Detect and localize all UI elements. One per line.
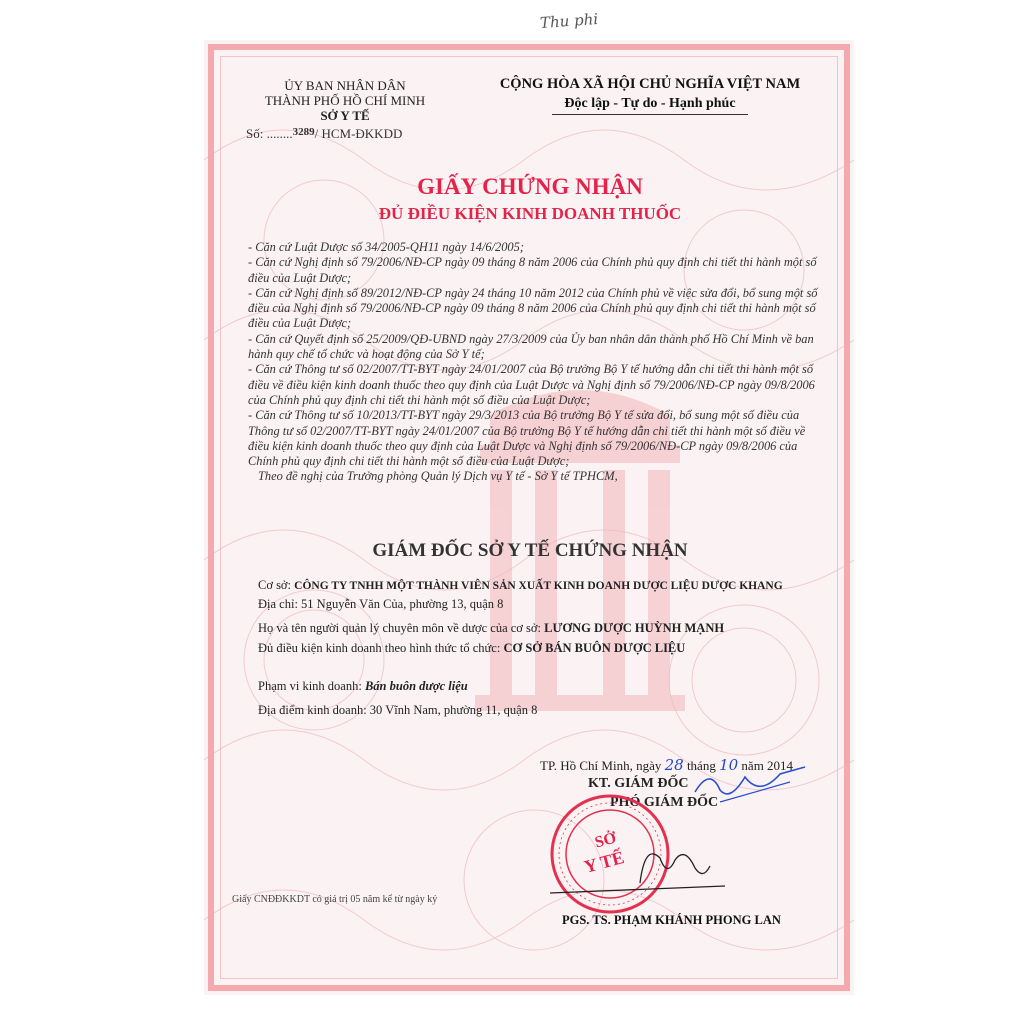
facility-label: Cơ sở: xyxy=(258,578,295,592)
issuing-authority xyxy=(245,78,445,123)
country-name: CỘNG HÒA XÃ HỘI CHỦ NGHĨA VIỆT NAM xyxy=(499,76,801,92)
signer-role-2: PHÓ GIÁM ĐỐC xyxy=(610,795,719,810)
business-form-value: CƠ SỞ BÁN BUÔN DƯỢC LIỆU xyxy=(503,641,686,655)
signature-drawing xyxy=(545,838,735,898)
business-location-label: Địa điểm kinh doanh: xyxy=(258,703,370,717)
authority-line-2: THÀNH PHỐ HỒ CHÍ MINH xyxy=(264,93,426,108)
legal-basis-item: Theo đề nghị của Trưởng phòng Quản lý Dịch vụ Y tế - Sở Y tế TPHCM, xyxy=(258,469,618,484)
certificate-subtitle: ĐỦ ĐIỀU KIỆN KINH DOANH THUỐC xyxy=(378,204,682,223)
issue-month: 10 xyxy=(719,756,739,774)
document-number-value: 3289 xyxy=(292,126,315,138)
business-form-row xyxy=(258,641,685,656)
legal-basis-item: - Căn cứ Nghị định số 89/2012/NĐ-CP ngày 24 tháng 10 năm 2012 của Chính phủ về việc sửa đổi, bổ sung một số điều của Nghị định số 79/2006/NĐ-CP ngày 09 tháng 8 năm 2006 của Chính phủ quy định chi tiết thi hành một số điều của Luật Dược; xyxy=(248,285,818,331)
facility-name: CÔNG TY TNHH MỘT THÀNH VIÊN SẢN XUẤT KINH DOANH DƯỢC LIỆU DƯỢC KHANG xyxy=(294,580,783,592)
business-location-row xyxy=(258,703,537,718)
document-number-prefix: Số: ........ xyxy=(246,126,293,141)
legal-basis-item: - Căn cứ Thông tư số 02/2007/TT-BYT ngày 24/01/2007 của Bộ trưởng Bộ Y tế hướng dẫn chi tiết thi hành một số điều về điều kiện kinh doanh thuốc theo quy định của Luật Dược và Nghị định số 79/2006/NĐ-CP ngày 09/8/2006 của Chính phủ quy định chi tiết thi hành một số điều của Luật Dược; xyxy=(248,362,815,407)
business-scope-label: Phạm vi kinh doanh: xyxy=(258,679,365,693)
business-scope-row xyxy=(258,679,468,694)
certificate-title: GIẤY CHỨNG NHẬN xyxy=(417,174,643,199)
manager-name: LƯƠNG DƯỢC HUỲNH MẠNH xyxy=(544,621,725,635)
legal-basis-item: - Căn cứ Nghị định số 79/2006/NĐ-CP ngày 09 tháng 8 năm 2006 của Chính phủ quy định chi tiết thi hành một số điều của Luật Dược; xyxy=(248,255,817,285)
certification-heading: GIÁM ĐỐC SỞ Y TẾ CHỨNG NHẬN xyxy=(372,540,688,561)
document-number xyxy=(246,126,402,142)
seal-center-line-1: SỞ xyxy=(593,829,619,852)
legal-basis-item: - Căn cứ Luật Dược số 34/2005-QH11 ngày 14/6/2005; xyxy=(248,240,524,254)
authority-line-1: ỦY BAN NHÂN DÂN xyxy=(284,78,406,93)
authority-line-3: SỞ Y TẾ xyxy=(320,108,370,123)
validity-note: Giấy CNĐĐKKDT có giá trị 05 năm kể từ ngày ký xyxy=(232,894,438,905)
signer-role-1: KT. GIÁM ĐỐC xyxy=(588,776,689,791)
facility-row xyxy=(258,578,783,593)
business-form-label: Đủ điều kiện kinh doanh theo hình thức tổ chức: xyxy=(258,641,504,655)
signer-name: PGS. TS. PHẠM KHÁNH PHONG LAN xyxy=(562,913,781,927)
address-value: 51 Nguyễn Văn Của, phường 13, quận 8 xyxy=(301,597,504,611)
business-location-value: 30 Vĩnh Nam, phường 11, quận 8 xyxy=(369,703,538,717)
manager-row xyxy=(258,621,724,636)
issue-date-prefix: TP. Hồ Chí Minh, ngày xyxy=(540,758,662,773)
manager-label: Họ và tên người quản lý chuyên môn về dược của cơ sở: xyxy=(258,621,545,635)
document-number-suffix: / HCM-ĐKKDD xyxy=(314,126,403,141)
handwritten-fee-note: Thu phi xyxy=(539,9,599,33)
national-motto xyxy=(480,76,820,115)
motto-underline xyxy=(552,114,748,115)
legal-basis-item: - Căn cứ Thông tư số 10/2013/TT-BYT ngày 29/3/2013 của Bộ trưởng Bộ Y tế sửa đổi, bổ sung một số điều của Thông tư số 02/2007/TT-BYT ngày 24/01/2007 của Bộ trưởng Bộ Y tế hướng dẫn chi tiết thi hành một số điều về điều kiện kinh doanh thuốc theo quy định của Luật Dược và Nghị định số 79/2006/NĐ-CP ngày 09/8/2006 của Chính phủ quy định chi tiết thi hành một số điều của Luật Dược; xyxy=(248,408,806,469)
motto-line: Độc lập - Tự do - Hạnh phúc xyxy=(564,96,736,111)
address-label: Địa chỉ: xyxy=(258,597,302,611)
issue-day: 28 xyxy=(664,756,684,774)
business-scope-value: Bán buôn dược liệu xyxy=(364,679,468,693)
issue-year: năm 2014 xyxy=(741,758,794,773)
legal-basis-item: - Căn cứ Quyết định số 25/2009/QĐ-UBND ngày 27/3/2009 của Ủy ban nhân dân thành phố Hồ Chí Minh về ban hành quy chế tổ chức và hoạt động của Sở Y tế; xyxy=(248,331,814,362)
issue-month-word: tháng xyxy=(686,758,716,773)
address-row xyxy=(258,597,503,612)
legal-bases xyxy=(248,240,823,485)
seal-center-line-2: Y TẾ xyxy=(581,847,627,877)
initial-mark-drawing xyxy=(690,762,810,807)
